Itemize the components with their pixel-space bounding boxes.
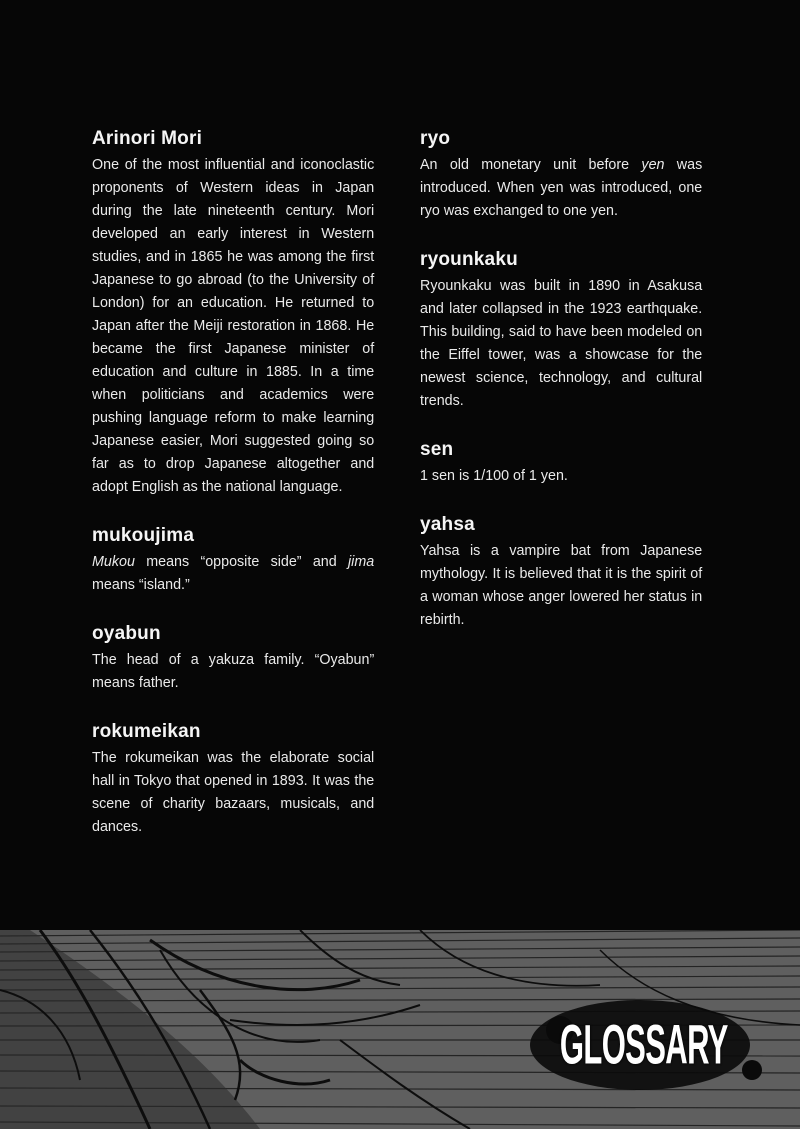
glossary-term: sen bbox=[420, 439, 454, 460]
glossary-term: rokumeikan bbox=[92, 721, 201, 742]
glossary-term: mukoujima bbox=[92, 525, 195, 546]
glossary-term: ryounkaku bbox=[420, 249, 518, 270]
glossary-definition bbox=[420, 465, 702, 488]
definition-text: The rokumeikan was the elaborate social hall in Tokyo that opened in 1893. It was the scene of charity bazaars, musicals, and dances. bbox=[92, 750, 375, 835]
definition-text: means “island.” bbox=[92, 577, 190, 593]
glossary-definition bbox=[92, 649, 374, 695]
glossary-entry bbox=[92, 719, 380, 839]
glossary-term: oyabun bbox=[92, 623, 161, 644]
definition-text: was introduced. When yen was introduced, one ryo was exchanged to one yen. bbox=[420, 157, 703, 219]
glossary-definition bbox=[92, 154, 374, 499]
glossary-definition bbox=[420, 154, 702, 223]
glossary-definition bbox=[92, 551, 374, 597]
right-column bbox=[420, 126, 708, 656]
glossary-entry bbox=[420, 437, 708, 488]
definition-text: Ryounkaku was built in 1890 in Asakusa and later collapsed in the 1923 earthquake. This building, said to have been modeled on the Eiffel tower, was a showcase for the newest science, technology, and cultural trends. bbox=[420, 278, 703, 409]
definition-text: means “opposite side” and bbox=[134, 554, 349, 570]
definition-text: An old monetary unit before bbox=[420, 157, 642, 173]
definition-text: Yahsa is a vampire bat from Japanese mythology. It is believed that it is the spirit of a woman whose anger lowered her status in rebirth. bbox=[420, 543, 703, 628]
glossary-entry bbox=[420, 247, 708, 413]
glossary-entry bbox=[420, 512, 708, 632]
definition-text: The head of a yakuza family. “Oyabun” means father. bbox=[92, 652, 375, 691]
glossary-entry bbox=[92, 523, 380, 597]
definition-text: 1 sen is 1/100 of 1 yen. bbox=[420, 468, 568, 484]
glossary-term: ryo bbox=[420, 128, 451, 149]
glossary-entry bbox=[420, 126, 708, 223]
italic-word: jima bbox=[348, 554, 375, 570]
left-column bbox=[92, 126, 380, 863]
italic-word: Mukou bbox=[92, 554, 135, 570]
glossary-term: yahsa bbox=[420, 514, 475, 535]
italic-word: yen bbox=[641, 157, 665, 173]
glossary-definition bbox=[92, 747, 374, 839]
glossary-definition bbox=[420, 540, 702, 632]
glossary-heading: GLOSSARY bbox=[560, 1012, 728, 1076]
glossary-term: Arinori Mori bbox=[92, 128, 203, 149]
glossary-entry bbox=[92, 126, 380, 499]
glossary-definition bbox=[420, 275, 702, 413]
glossary-entry bbox=[92, 621, 380, 695]
definition-text: One of the most influential and iconoclastic proponents of Western ideas in Japan during the late nineteenth century. Mori developed an early interest in Western studies, and in 1865 he was among the first Japanese to go abroad (to the University of London) for an education. He returned to Japan after the Meiji restoration in 1868. He became the first Japanese minister of education and culture in 1885. In a time when politicians and academics were pushing language reform to make learning Japanese easier, Mori suggested going so far as to drop Japanese altogether and adopt English as the national language. bbox=[92, 157, 375, 495]
